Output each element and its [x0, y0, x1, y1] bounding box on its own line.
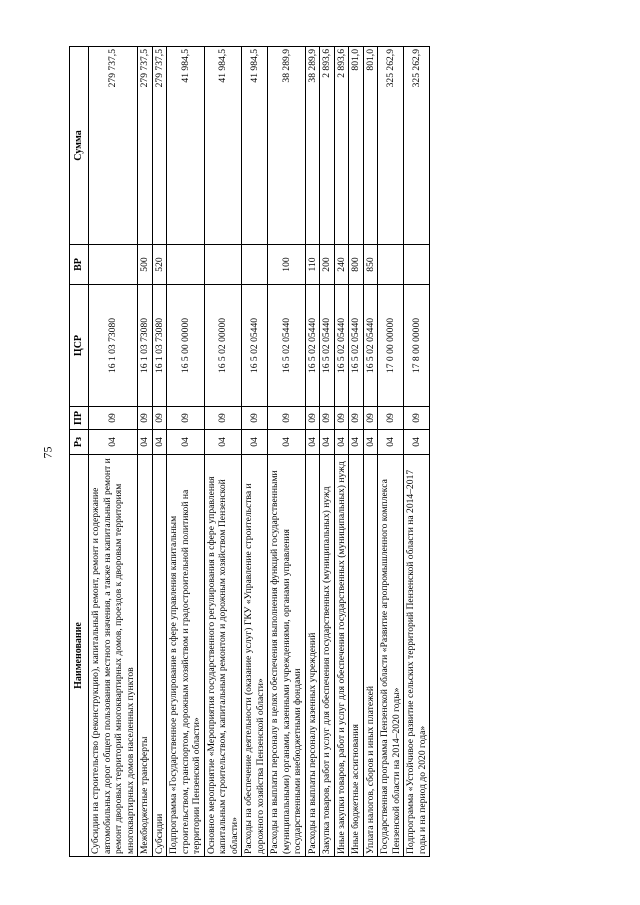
cell-pr: 09 [138, 407, 153, 430]
cell-rz: 04 [89, 430, 138, 455]
cell-name: Закупка товаров, работ и услуг для обеспечения государственных (муниципальных) нужд [320, 455, 335, 857]
cell-name: Расходы на выплаты персоналу в целях обеспечения выполнения функций государственными (муниципальными) органами, казенными учреждениями, органами управления государственными внебюджетными фондами [268, 455, 306, 857]
cell-pr: 09 [363, 407, 378, 430]
cell-csr: 17 0 00 00000 [378, 285, 404, 407]
page-number: 75 [40, 446, 55, 459]
cell-vr [167, 245, 205, 285]
cell-csr: 16 5 02 05440 [268, 285, 306, 407]
cell-name: Иные бюджетные ассигнования [349, 455, 364, 857]
cell-vr [404, 245, 430, 285]
cell-csr: 16 1 03 73080 [152, 285, 167, 407]
table-row [268, 47, 306, 857]
table-row [404, 47, 430, 857]
cell-pr: 09 [242, 407, 268, 430]
cell-sum: 2 893,6 [320, 47, 335, 245]
table-row [167, 47, 205, 857]
table-row [138, 47, 153, 857]
budget-table [69, 46, 430, 857]
cell-rz: 04 [349, 430, 364, 455]
cell-rz: 04 [378, 430, 404, 455]
cell-rz: 04 [305, 430, 320, 455]
table-row [363, 47, 378, 857]
cell-csr: 16 5 02 05440 [305, 285, 320, 407]
cell-rz: 04 [138, 430, 153, 455]
cell-pr: 09 [305, 407, 320, 430]
cell-pr: 09 [204, 407, 242, 430]
cell-vr: 100 [268, 245, 306, 285]
cell-pr: 09 [334, 407, 349, 430]
cell-name: Подпрограмма «Устойчивое развитие сельских территорий Пензенской области на 2014–2017 годы и на период до 2020 года» [404, 455, 430, 857]
cell-name: Расходы на выплаты персоналу казенных учреждений [305, 455, 320, 857]
table-row [349, 47, 364, 857]
cell-csr: 16 5 02 00000 [204, 285, 242, 407]
cell-vr: 850 [363, 245, 378, 285]
cell-vr: 520 [152, 245, 167, 285]
cell-vr: 200 [320, 245, 335, 285]
cell-csr: 17 8 00 00000 [404, 285, 430, 407]
table-header-row [70, 47, 89, 857]
cell-rz: 04 [152, 430, 167, 455]
cell-vr: 240 [334, 245, 349, 285]
cell-rz: 04 [320, 430, 335, 455]
table-row [152, 47, 167, 857]
cell-name: Подпрограмма «Государственное регулирование в сфере управления капитальным строительством, транспортом, дорожным хозяйством и градостроительной политикой на территории Пензенской области» [167, 455, 205, 857]
cell-csr: 16 5 02 05440 [363, 285, 378, 407]
cell-csr: 16 5 02 05440 [349, 285, 364, 407]
cell-vr [204, 245, 242, 285]
cell-name: Субсидии на строительство (реконструкцию), капитальный ремонт, ремонт и содержание автомобильных дорог общего пользования местного значения, а также на капитальный ремонт и ремонт дворовых территорий многоквартирных домов, проездов к дворовым территориям многоквартирных домов населенных пунктов [89, 455, 138, 857]
cell-csr: 16 1 03 73080 [138, 285, 153, 407]
cell-rz: 04 [363, 430, 378, 455]
cell-rz: 04 [242, 430, 268, 455]
cell-pr: 09 [268, 407, 306, 430]
cell-sum: 41 984,5 [242, 47, 268, 245]
cell-pr: 09 [167, 407, 205, 430]
cell-csr: 16 5 00 00000 [167, 285, 205, 407]
cell-sum: 325 262,9 [378, 47, 404, 245]
table-row [334, 47, 349, 857]
cell-sum: 41 984,5 [204, 47, 242, 245]
cell-vr: 110 [305, 245, 320, 285]
cell-name: Уплата налогов, сборов и иных платежей [363, 455, 378, 857]
cell-pr: 09 [378, 407, 404, 430]
table-row [242, 47, 268, 857]
budget-table-container [69, 47, 581, 857]
cell-vr: 500 [138, 245, 153, 285]
cell-rz: 04 [268, 430, 306, 455]
cell-sum: 325 262,9 [404, 47, 430, 245]
cell-sum: 801,0 [363, 47, 378, 245]
cell-vr: 800 [349, 245, 364, 285]
header-sum: Сумма [70, 47, 89, 245]
cell-sum: 279 737,5 [138, 47, 153, 245]
table-row [320, 47, 335, 857]
header-csr: ЦСР [70, 285, 89, 407]
cell-rz: 04 [204, 430, 242, 455]
cell-sum: 38 289,9 [305, 47, 320, 245]
cell-sum: 279 737,5 [89, 47, 138, 245]
header-name: Наименование [70, 455, 89, 857]
cell-rz: 04 [167, 430, 205, 455]
cell-rz: 04 [334, 430, 349, 455]
cell-csr: 16 5 02 05440 [320, 285, 335, 407]
cell-sum: 801,0 [349, 47, 364, 245]
cell-pr: 09 [349, 407, 364, 430]
cell-name: Расходы на обеспечение деятельности (оказание услуг) ГКУ «Управление строительства и дорожного хозяйства Пензенской области» [242, 455, 268, 857]
cell-pr: 09 [320, 407, 335, 430]
cell-name: Межбюджетные трансферты [138, 455, 153, 857]
cell-pr: 09 [152, 407, 167, 430]
header-vr: ВР [70, 245, 89, 285]
cell-sum: 38 289,9 [268, 47, 306, 245]
header-pr: ПР [70, 407, 89, 430]
cell-vr [89, 245, 138, 285]
cell-name: Иные закупки товаров, работ и услуг для обеспечения государственных (муниципальных) нужд [334, 455, 349, 857]
cell-sum: 279 737,5 [152, 47, 167, 245]
cell-name: Государственная программа Пензенской области «Развитие агропромышленного комплекса Пензенской области на 2014–2020 годы» [378, 455, 404, 857]
cell-sum: 2 893,6 [334, 47, 349, 245]
table-row [89, 47, 138, 857]
table-row [378, 47, 404, 857]
cell-csr: 16 5 02 05440 [334, 285, 349, 407]
cell-sum: 41 984,5 [167, 47, 205, 245]
header-rz: Рз [70, 430, 89, 455]
cell-vr [242, 245, 268, 285]
cell-rz: 04 [404, 430, 430, 455]
cell-pr: 09 [404, 407, 430, 430]
cell-csr: 16 1 03 73080 [89, 285, 138, 407]
cell-pr: 09 [89, 407, 138, 430]
cell-name: Основное мероприятие «Мероприятия государственного регулирования в сфере управления капитальным строительством, капитальным ремонтом и дорожным хозяйством Пензенской области» [204, 455, 242, 857]
cell-csr: 16 5 02 05440 [242, 285, 268, 407]
table-row [204, 47, 242, 857]
table-row [305, 47, 320, 857]
cell-name: Субсидии [152, 455, 167, 857]
cell-vr [378, 245, 404, 285]
